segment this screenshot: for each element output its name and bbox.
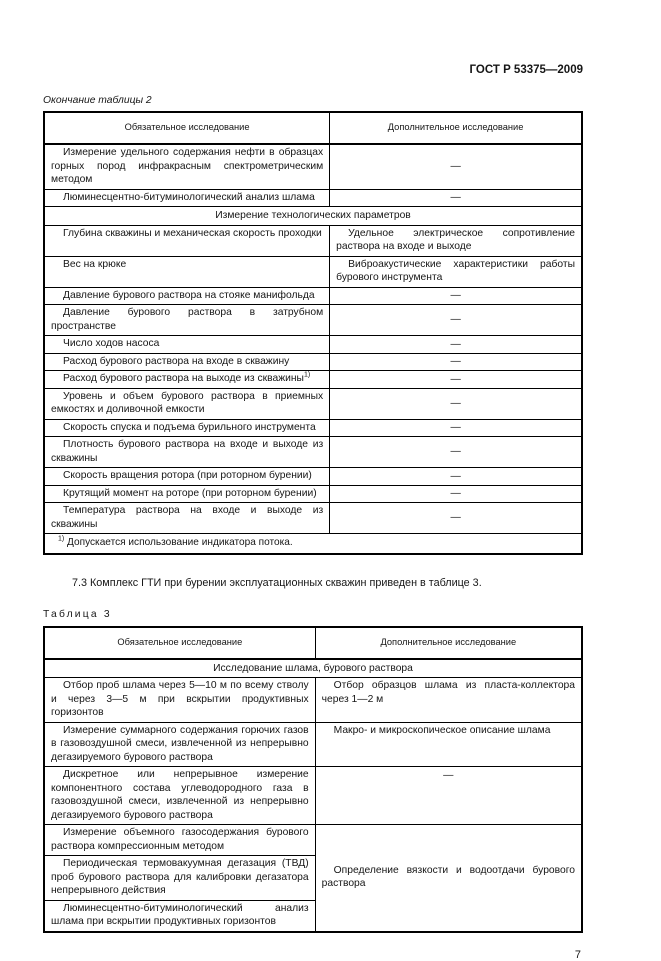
table-2 [43, 111, 583, 555]
column-header-mandatory: Обязательное исследование [44, 112, 330, 144]
cell-additional: — [330, 468, 582, 486]
cell-mandatory: Измерение удельного содержания нефти в образцах горных пород инфракрасным спектрометрическим методом [44, 144, 330, 189]
table-row [44, 353, 582, 371]
cell-additional: Макро- и микроскопическое описание шлама [315, 722, 582, 767]
table-row [44, 256, 582, 287]
table3-caption: Таблица 3 [43, 608, 112, 620]
cell-additional: — [315, 767, 582, 825]
table-row [44, 336, 582, 354]
cell-mandatory: Расход бурового раствора на входе в скважину [44, 353, 330, 371]
cell-additional: — [330, 388, 582, 419]
cell-mandatory: Скорость вращения ротора (при роторном бурении) [44, 468, 330, 486]
cell-mandatory: Измерение суммарного содержания горючих газов в газовоздушной смеси, извлеченной из непрерывно дегазируемого бурового раствора [44, 722, 315, 767]
cell-additional: — [330, 305, 582, 336]
table-row [44, 305, 582, 336]
table-header-row [44, 627, 582, 659]
doc-code: ГОСТ Р 53375—2009 [469, 64, 583, 76]
cell-mandatory: Давление бурового раствора на стояке манифольда [44, 287, 330, 305]
cell-mandatory: Плотность бурового раствора на входе и выходе из скважины [44, 437, 330, 468]
cell-additional: — [330, 189, 582, 207]
table-row [44, 468, 582, 486]
cell-additional: — [330, 419, 582, 437]
cell-mandatory: Скорость спуска и подъема бурильного инструмента [44, 419, 330, 437]
cell-mandatory: Глубина скважины и механическая скорость проходки [44, 225, 330, 256]
table-row [44, 388, 582, 419]
section-title: Исследование шлама, бурового раствора [44, 659, 582, 678]
cell-additional: — [330, 503, 582, 534]
table-3 [43, 626, 583, 933]
cell-additional: — [330, 437, 582, 468]
cell-mandatory: Уровень и объем бурового раствора в приемных емкостях и доливочной емкости [44, 388, 330, 419]
cell-mandatory: Температура раствора на входе и выходе из скважины [44, 503, 330, 534]
table-footnote-row [44, 534, 582, 554]
cell-mandatory: Дискретное или непрерывное измерение компонентного состава углеводородного газа в газовоздушной смеси, извлеченной из непрерывно дегазируемого бурового раствора [44, 767, 315, 825]
cell-mandatory: Вес на крюке [44, 256, 330, 287]
cell-mandatory: Измерение объемного газосодержания бурового раствора компрессионным методом [44, 825, 315, 856]
cell-additional: — [330, 287, 582, 305]
table-row [44, 189, 582, 207]
table-row [44, 825, 582, 856]
cell-text: Расход бурового раствора на выходе из скважины [63, 373, 304, 384]
table-footnote [44, 534, 582, 554]
cell-mandatory: Периодическая термовакуумная дегазация (ТВД) проб бурового раствора для калибровки дегазатора непрерывного действия [44, 856, 315, 901]
table-section-row [44, 207, 582, 226]
table-row [44, 371, 582, 389]
cell-mandatory: Люминесцентно-битуминологический анализ шлама [44, 189, 330, 207]
section-title: Измерение технологических параметров [44, 207, 582, 226]
table-row [44, 419, 582, 437]
cell-mandatory [44, 371, 330, 389]
table-section-row [44, 659, 582, 678]
cell-additional: — [330, 336, 582, 354]
table-row [44, 503, 582, 534]
cell-additional: Виброакустические характеристики работы бурового инструмента [330, 256, 582, 287]
table-row [44, 678, 582, 723]
table-row [44, 437, 582, 468]
cell-mandatory: Крутящий момент на роторе (при роторном бурении) [44, 485, 330, 503]
footnote-marker: 1) [303, 371, 311, 379]
paragraph-7-3: 7.3 Комплекс ГТИ при бурении эксплуатационных скважин приведен в таблице 3. [72, 576, 482, 589]
cell-mandatory: Число ходов насоса [44, 336, 330, 354]
table-row [44, 225, 582, 256]
column-header-additional: Дополнительное исследование [330, 112, 582, 144]
column-header-additional: Дополнительное исследование [315, 627, 582, 659]
page-number: 7 [574, 948, 581, 961]
cell-additional: Отбор образцов шлама из пласта-коллектора через 1—2 м [315, 678, 582, 723]
cell-additional: — [330, 485, 582, 503]
cell-additional-merged: Определение вязкости и водоотдачи бурового раствора [315, 825, 582, 932]
table-row [44, 722, 582, 767]
table-row [44, 144, 582, 189]
cell-additional: Удельное электрическое сопротивление раствора на входе и выходе [330, 225, 582, 256]
footnote-text: Допускается использование индикатора потока. [67, 537, 293, 548]
table-row [44, 287, 582, 305]
table-row [44, 485, 582, 503]
table-header-row [44, 112, 582, 144]
footnote-marker: 1) [58, 535, 65, 543]
cell-mandatory: Отбор проб шлама через 5—10 м по всему стволу и через 3—5 м при вскрытии продуктивных горизонтов [44, 678, 315, 723]
cell-additional: — [330, 371, 582, 389]
cell-additional: — [330, 144, 582, 189]
table2-caption: Окончание таблицы 2 [43, 95, 152, 106]
cell-additional: — [330, 353, 582, 371]
cell-mandatory: Люминесцентно-битуминологический анализ шлама при вскрытии продуктивных горизонтов [44, 900, 315, 932]
column-header-mandatory: Обязательное исследование [44, 627, 315, 659]
table-row [44, 767, 582, 825]
cell-mandatory: Давление бурового раствора в затрубном пространстве [44, 305, 330, 336]
